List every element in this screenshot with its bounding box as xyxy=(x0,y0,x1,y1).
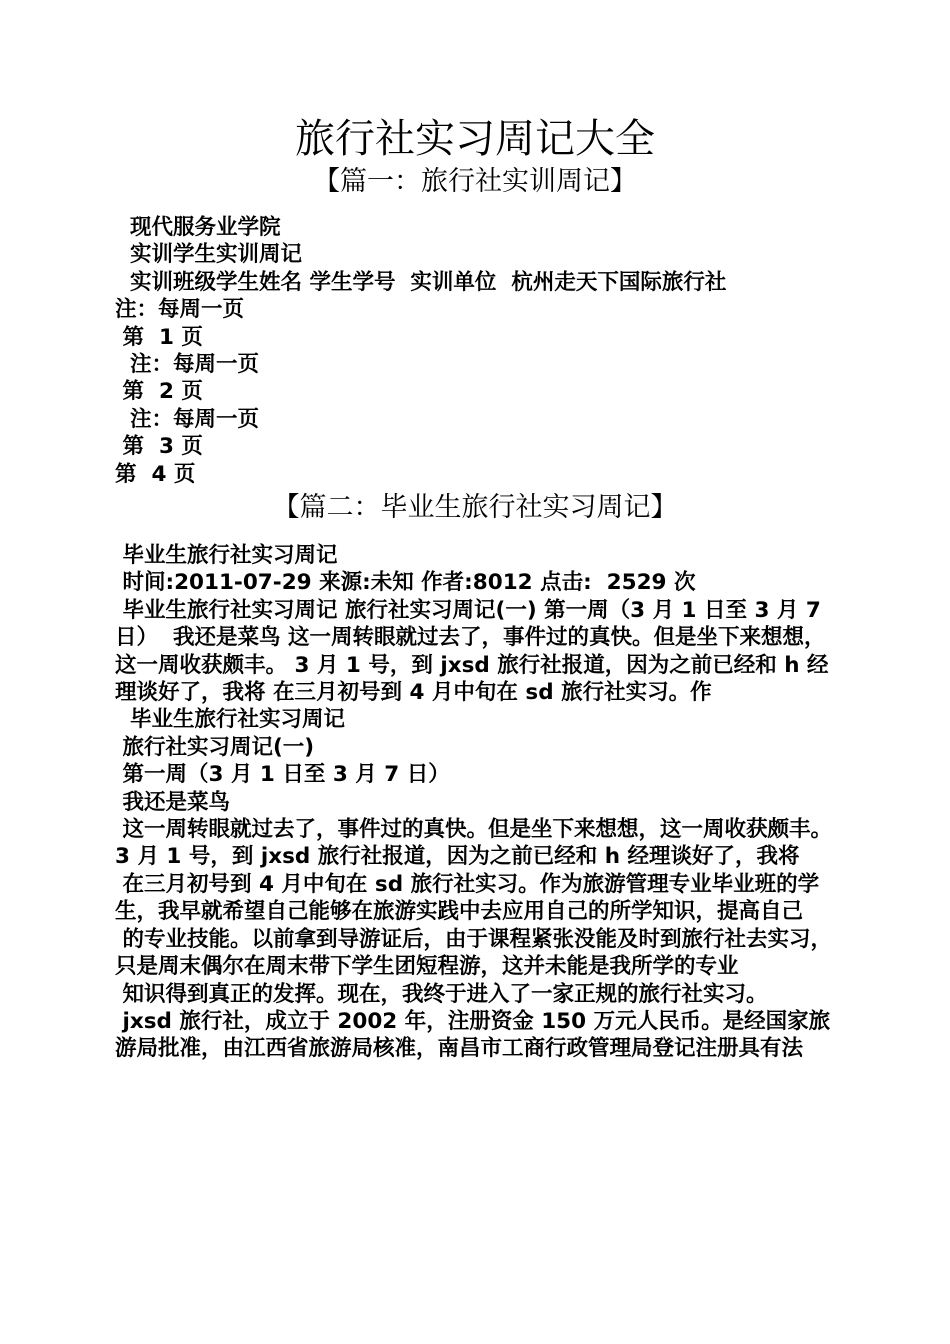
section1-line: 第 4 页 xyxy=(115,461,196,487)
section2-paragraph: 毕业生旅行社实习周记 旅行社实习周记(一) 第一周（3 月 1 日至 3 月 7 日） 我还是菜鸟 这一周转眼就过去了，事件过的真快。但是坐下来想想，这一周收获颇丰。 3 月 1 号，到 jxsd 旅行社报道，因为之前已经和 h 经理谈好了，我将 在三月初号到 4 月中旬在 sd 旅行社实习。作 xyxy=(115,597,829,706)
section2-line: 第一周（3 月 1 日至 3 月 7 日） xyxy=(115,762,450,788)
section2-line: 我还是菜鸟 xyxy=(115,789,230,815)
section1-line: 实训学生实训周记 xyxy=(115,242,302,268)
section1-line: 第 2 页 xyxy=(115,379,203,405)
section2-paragraph: 在三月初号到 4 月中旬在 sd 旅行社实习。作为旅游管理专业毕业班的学生，我早就希望自己能够在旅游实践中去应用自己的所学知识，提高自己 xyxy=(115,871,820,925)
section2-line: 旅行社实习周记(一) xyxy=(115,734,315,760)
document-title: 旅行社实习周记大全 xyxy=(295,116,655,162)
section1-line: 注：每周一页 xyxy=(115,297,245,323)
section1-heading: 【篇一：旅行社实训周记】 xyxy=(313,166,637,197)
section2-paragraph: 知识得到真正的发挥。现在，我终于进入了一家正规的旅行社实习。 xyxy=(115,981,768,1007)
section1-body xyxy=(115,214,840,488)
section2-line: 毕业生旅行社实习周记 xyxy=(115,543,338,568)
section1-line: 第 3 页 xyxy=(115,434,203,460)
section2-paragraph: 的专业技能。以前拿到导游证后，由于课程紧张没能及时到旅行社去实习，只是周末偶尔在周末带下学生团短程游，这并未能是我所学的专业 xyxy=(115,926,833,980)
section1-line: 第 1 页 xyxy=(115,324,203,350)
section2-paragraph: 这一周转眼就过去了，事件过的真快。但是坐下来想想，这一周收获颇丰。 3 月 1 号，到 jxsd 旅行社报道，因为之前已经和 h 经理谈好了，我将 xyxy=(115,817,840,870)
section2-line: 毕业生旅行社实习周记 xyxy=(115,707,345,733)
section1-line: 实训班级学生姓名 学生学号 实训单位 杭州走天下国际旅行社 xyxy=(115,269,727,295)
section2-paragraph: jxsd 旅行社，成立于 2002 年，注册资金 150 万元人民币。是经国家旅游局批准，由江西省旅游局核准，南昌市工商行政管理局登记注册具有法 xyxy=(115,1008,831,1062)
section2-body xyxy=(115,542,840,1063)
section1-line: 注：每周一页 xyxy=(115,352,259,378)
section1-line: 现代服务业学院 xyxy=(115,215,281,240)
section1-line: 注：每周一页 xyxy=(115,406,259,432)
section2-heading: 【篇二：毕业生旅行社实习周记】 xyxy=(272,492,678,523)
section2-line: 时间:2011-07-29 来源:未知 作者:8012 点击: 2529 次 xyxy=(115,570,696,596)
